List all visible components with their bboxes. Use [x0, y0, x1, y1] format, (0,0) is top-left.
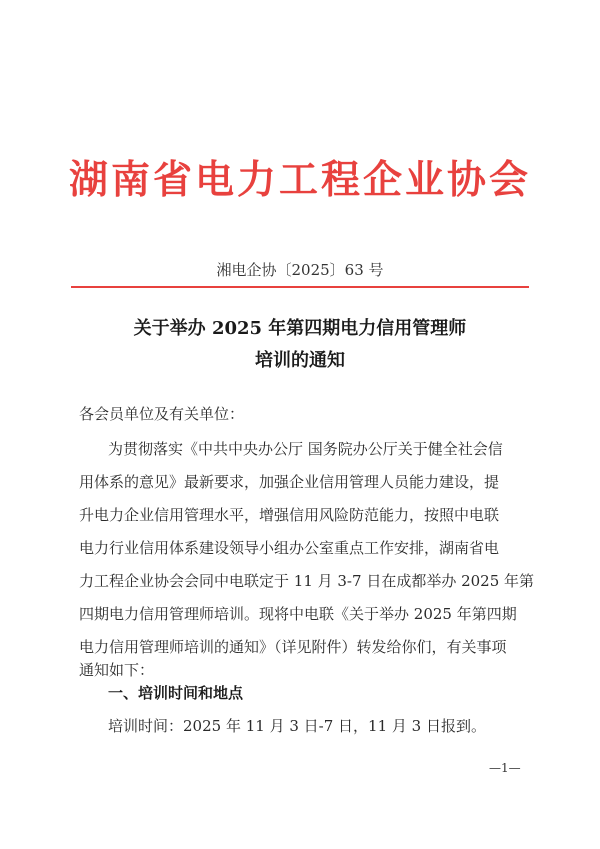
paragraph-line: 升电力企业信用管理水平，增强信用风险防范能力，按照中电联 — [79, 506, 500, 524]
training-time-text: 培训时间：2025 年 11 月 3 日-7 日，11 月 3 日报到。 — [108, 717, 486, 735]
document-title-line-1: 关于举办 2025 年第四期电力信用管理师 — [133, 318, 467, 339]
paragraph-line: 电力行业信用体系建设领导小组办公室重点工作安排，湖南省电 — [79, 539, 500, 557]
paragraph-line: 电力信用管理师培训的通知》（详见附件）转发给你们，有关事项 — [79, 638, 507, 656]
organization-header: 湖南省电力工程企业协会 — [68, 157, 531, 203]
red-divider-line — [71, 286, 529, 288]
section-heading: 一、培训时间和地点 — [108, 684, 244, 702]
paragraph-line: 力工程企业协会会同中电联定于 11 月 3-7 日在成都举办 2025 年第 — [79, 572, 535, 590]
document-title-line-2: 培训的通知 — [255, 350, 345, 371]
paragraph-line: 为贯彻落实《中共中央办公厅 国务院办公厅关于健全社会信 — [108, 440, 503, 458]
page-number: —1— — [489, 761, 521, 775]
salutation: 各会员单位及有关单位： — [79, 405, 245, 423]
paragraph-line: 通知如下： — [79, 661, 155, 679]
document-number: 湘电企协〔2025〕63 号 — [216, 261, 384, 279]
paragraph-line: 用体系的意见》最新要求，加强企业信用管理人员能力建设，提 — [79, 473, 500, 491]
paragraph-line: 四期电力信用管理师培训。现将中电联《关于举办 2025 年第四期 — [79, 605, 517, 623]
